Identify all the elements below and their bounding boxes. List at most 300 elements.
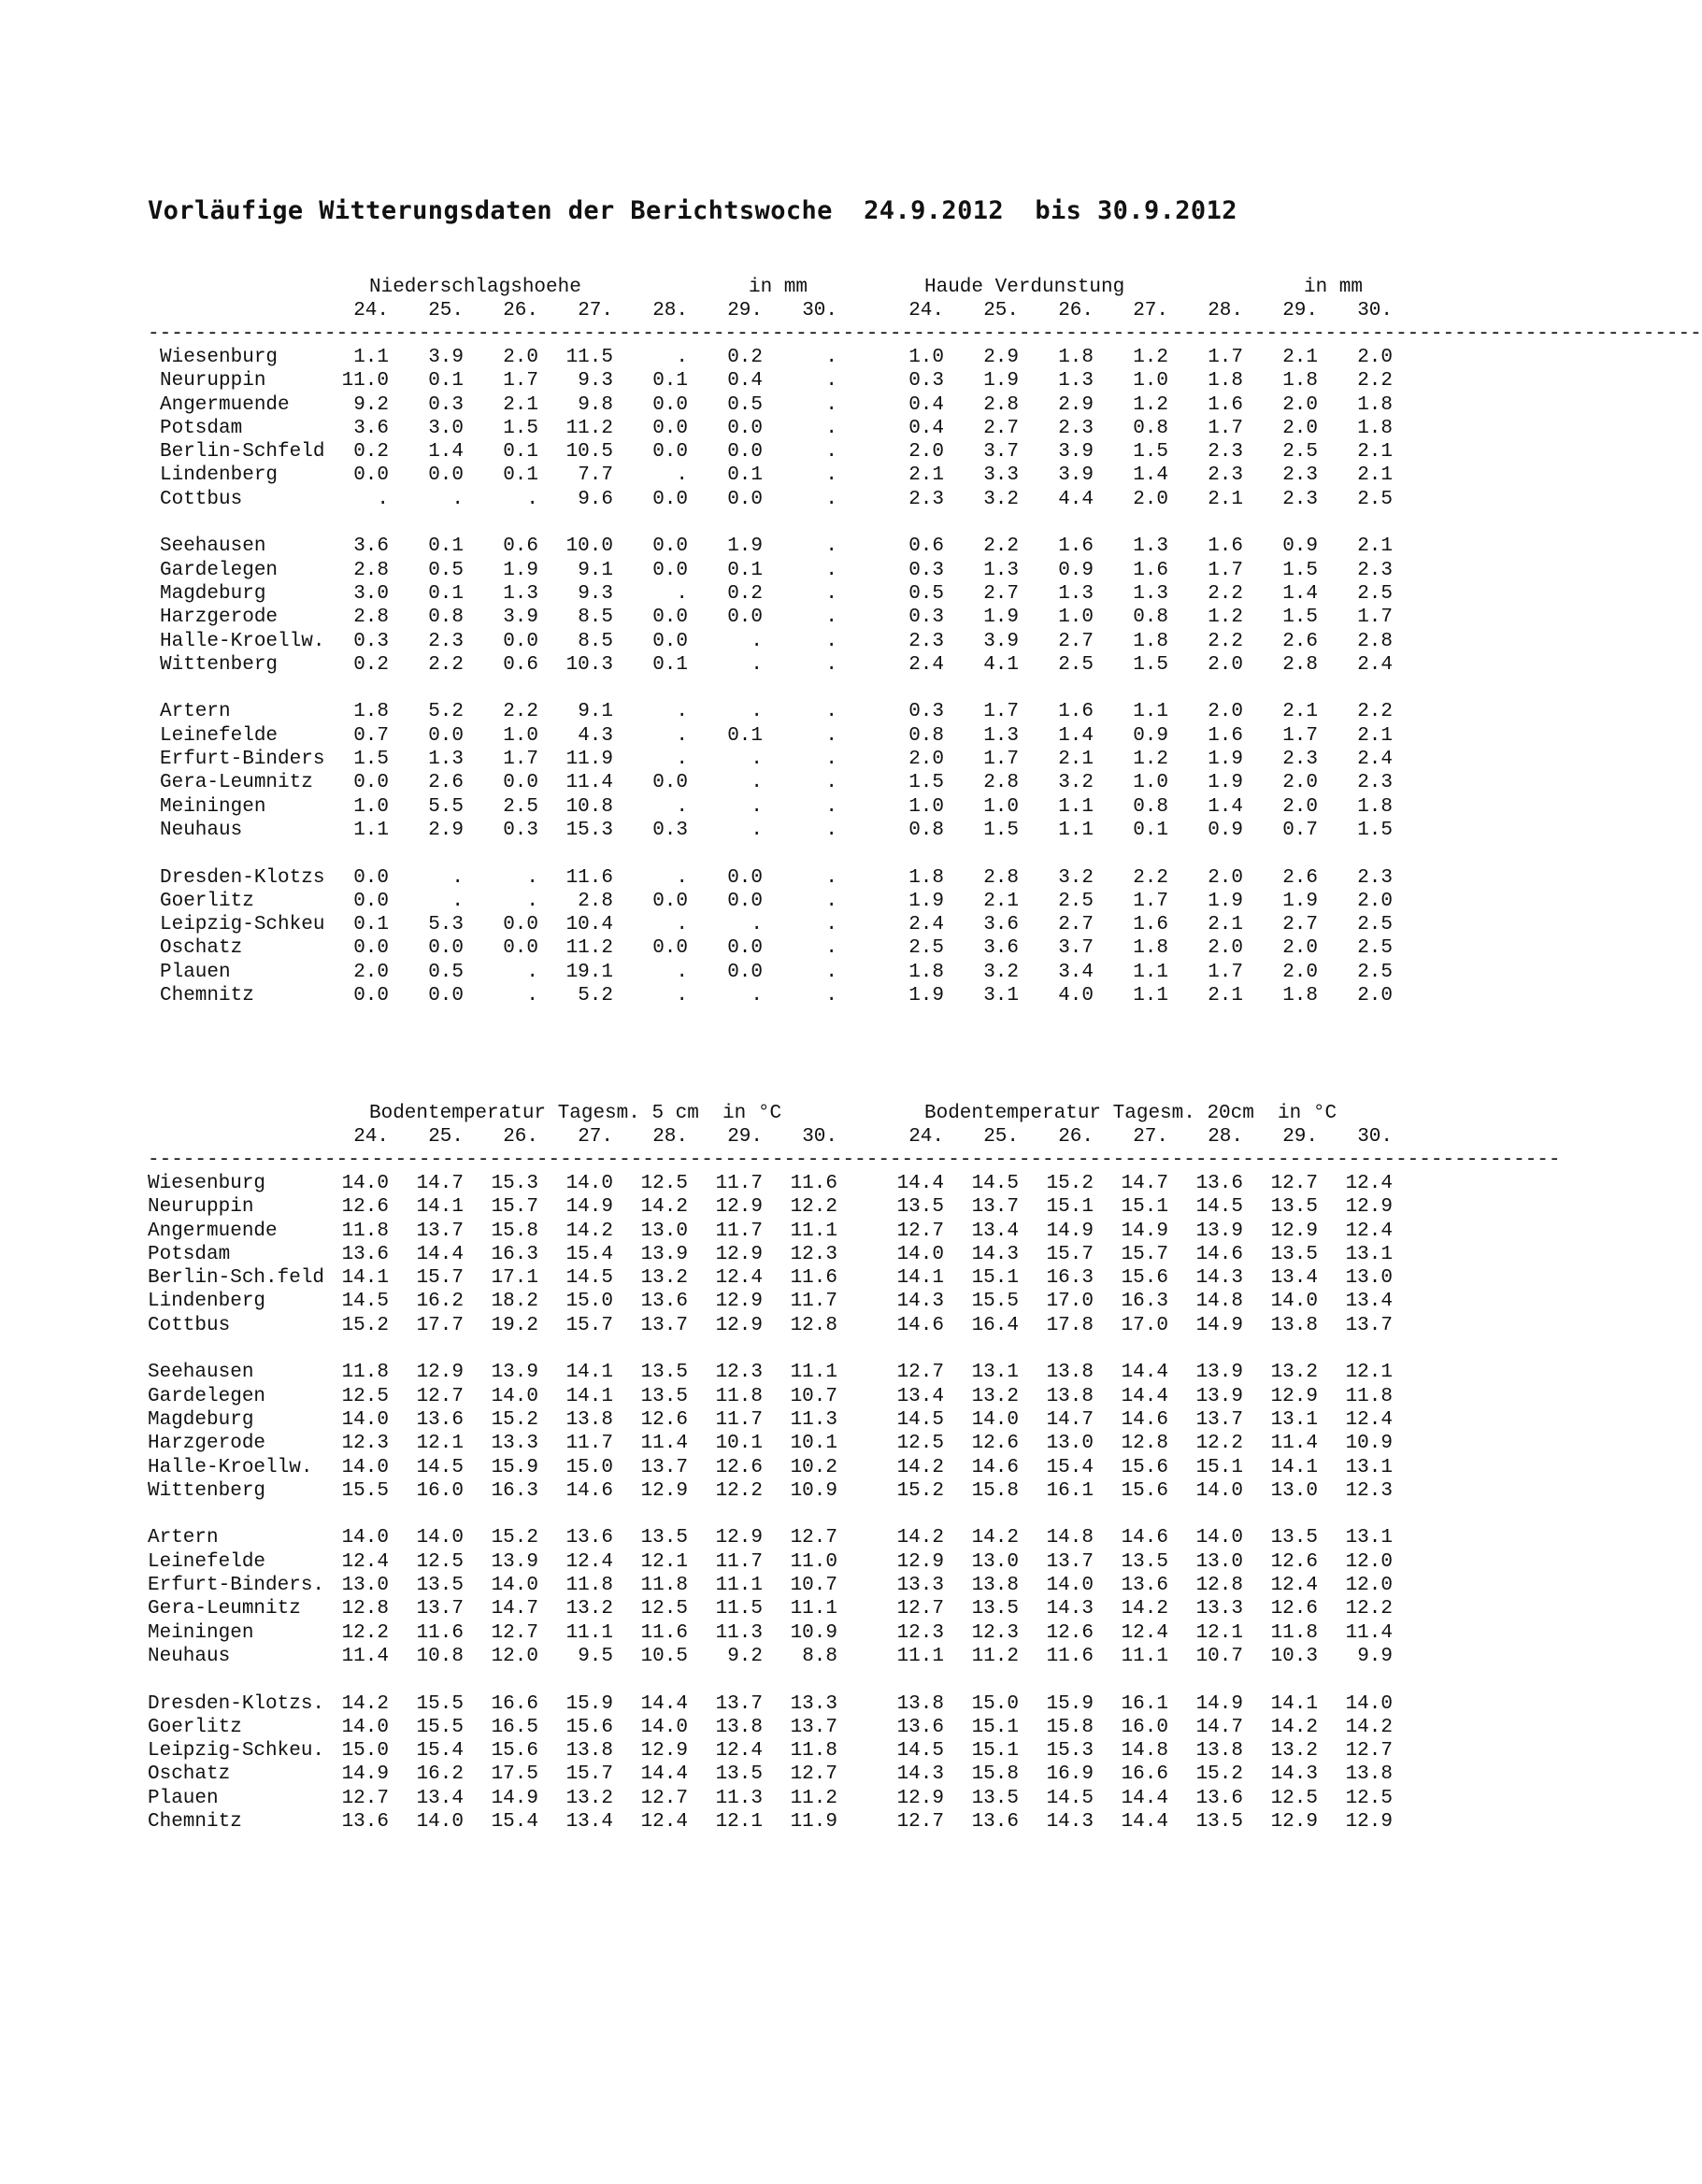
- cell-value-left: 11.1: [565, 1621, 613, 1644]
- cell-value-right: 14.6: [1121, 1408, 1168, 1431]
- cell-value-left: 0.0: [428, 985, 464, 1007]
- cell-value-right: 13.1: [1345, 1456, 1393, 1478]
- cell-value-right: 13.1: [1345, 1527, 1393, 1549]
- cell-value-right: 1.7: [1282, 724, 1318, 747]
- precipitation-header: Niederschlagshoehe: [369, 277, 581, 298]
- cell-value-right: 15.2: [1195, 1763, 1243, 1786]
- cell-value-right: 15.7: [1121, 1243, 1168, 1265]
- cell-value-right: 2.0: [1357, 890, 1393, 912]
- cell-value-right: 2.5: [908, 937, 944, 960]
- cell-value-left: 12.6: [341, 1196, 389, 1219]
- cell-value-right: 14.7: [1046, 1408, 1094, 1431]
- cell-value-left: 0.0: [652, 441, 688, 464]
- table-row: [148, 937, 1437, 961]
- cell-value-left: 10.5: [640, 1645, 688, 1667]
- cell-value-right: 15.1: [1195, 1456, 1243, 1478]
- cell-value-right: 14.2: [1270, 1716, 1318, 1738]
- cell-value-left: 11.1: [790, 1362, 837, 1384]
- cell-value-left: 12.5: [416, 1550, 464, 1573]
- cell-value-right: 3.1: [983, 985, 1019, 1007]
- cell-value-left: 12.6: [715, 1456, 763, 1478]
- day-label-left: 26.: [503, 1126, 538, 1148]
- cell-value-right: 2.1: [1208, 985, 1243, 1007]
- cell-value-left: 11.7: [715, 1173, 763, 1194]
- cell-value-right: 1.4: [1208, 795, 1243, 818]
- cell-value-right: 2.8: [983, 772, 1019, 794]
- cell-value-right: 1.8: [1357, 795, 1393, 818]
- cell-value-left: 12.7: [491, 1621, 538, 1644]
- cell-value-right: 1.0: [983, 795, 1019, 818]
- cell-value-right: 14.6: [1195, 1243, 1243, 1265]
- cell-value-left: 15.7: [565, 1314, 613, 1336]
- cell-value-left: 15.3: [565, 819, 613, 841]
- cell-value-left: 13.5: [416, 1575, 464, 1597]
- cell-value-left: 13.4: [416, 1787, 464, 1809]
- cell-value-left: 13.5: [640, 1527, 688, 1549]
- soil-temperature-table: [148, 1103, 1561, 1834]
- cell-value-left: 15.2: [491, 1527, 538, 1549]
- cell-value-left: 11.8: [341, 1362, 389, 1384]
- table-row: [148, 1315, 1437, 1338]
- cell-value-right: 1.6: [1058, 701, 1094, 723]
- cell-value-right: 1.5: [1282, 559, 1318, 581]
- cell-value-left: .: [825, 488, 837, 510]
- cell-value-right: 15.1: [1046, 1196, 1094, 1219]
- cell-value-right: 0.3: [908, 701, 944, 723]
- cell-value-left: 19.2: [491, 1314, 538, 1336]
- cell-value-right: 13.0: [1046, 1433, 1094, 1455]
- cell-value-right: 13.8: [1270, 1314, 1318, 1336]
- cell-value-left: 3.6: [353, 417, 389, 439]
- cell-value-right: 14.7: [1121, 1173, 1168, 1194]
- cell-value-right: 1.8: [1282, 985, 1318, 1007]
- cell-value-left: 0.0: [652, 535, 688, 558]
- cell-value-right: 0.9: [1133, 724, 1168, 747]
- cell-value-left: 11.3: [790, 1408, 837, 1431]
- cell-value-right: 12.1: [1345, 1362, 1393, 1384]
- cell-value-left: 0.0: [652, 630, 688, 652]
- day-label-left: 29.: [727, 300, 763, 321]
- cell-value-left: 14.6: [565, 1479, 613, 1502]
- cell-value-right: 12.2: [1195, 1433, 1243, 1455]
- cell-value-right: 12.9: [896, 1787, 944, 1809]
- cell-value-right: 1.7: [983, 701, 1019, 723]
- cell-value-left: .: [526, 890, 538, 912]
- table-row: [148, 1551, 1437, 1575]
- cell-value-left: 12.4: [341, 1550, 389, 1573]
- table-row: [148, 1763, 1437, 1787]
- table-row: [148, 418, 1437, 441]
- station-name: Erfurt-Binders: [160, 749, 325, 771]
- cell-value-right: 12.9: [1270, 1220, 1318, 1242]
- cell-value-left: 1.9: [503, 559, 538, 581]
- section-header-row: [148, 1103, 1437, 1126]
- cell-value-right: 2.0: [1208, 653, 1243, 676]
- cell-value-right: 12.7: [896, 1598, 944, 1620]
- cell-value-left: 11.2: [565, 417, 613, 439]
- cell-value-right: 1.7: [1208, 417, 1243, 439]
- cell-value-right: 14.2: [896, 1527, 944, 1549]
- cell-value-left: 13.9: [640, 1243, 688, 1265]
- station-name: Wiesenburg: [160, 347, 279, 368]
- evaporation-unit: in mm: [1304, 277, 1364, 298]
- cell-value-right: 13.1: [1345, 1243, 1393, 1265]
- cell-value-left: 15.9: [565, 1692, 613, 1715]
- cell-value-left: 12.9: [416, 1362, 464, 1384]
- cell-value-right: 2.8: [983, 866, 1019, 889]
- cell-value-left: 19.1: [565, 961, 613, 983]
- cell-value-left: 14.0: [491, 1385, 538, 1407]
- cell-value-left: 12.9: [715, 1196, 763, 1219]
- cell-value-right: 11.8: [1345, 1385, 1393, 1407]
- cell-value-right: 13.5: [896, 1196, 944, 1219]
- cell-value-right: 1.6: [1133, 559, 1168, 581]
- cell-value-left: .: [676, 582, 688, 605]
- cell-value-right: 2.5: [1058, 890, 1094, 912]
- cell-value-left: 11.6: [416, 1621, 464, 1644]
- cell-value-right: 12.4: [1270, 1575, 1318, 1597]
- station-name: Plauen: [160, 961, 231, 983]
- cell-value-right: 3.9: [983, 630, 1019, 652]
- cell-value-right: 1.2: [1133, 393, 1168, 416]
- cell-value-right: 14.3: [1046, 1811, 1094, 1834]
- cell-value-right: 12.5: [1345, 1787, 1393, 1809]
- cell-value-left: 13.8: [565, 1408, 613, 1431]
- cell-value-left: 0.1: [727, 464, 763, 487]
- cell-value-left: 3.9: [503, 607, 538, 629]
- cell-value-right: 13.6: [971, 1811, 1019, 1834]
- cell-value-left: 0.2: [727, 582, 763, 605]
- cell-value-left: 15.4: [565, 1243, 613, 1265]
- cell-value-left: 0.0: [652, 607, 688, 629]
- day-label-left: 30.: [802, 300, 837, 321]
- cell-value-right: 1.8: [1133, 630, 1168, 652]
- cell-value-right: 1.8: [1133, 937, 1168, 960]
- cell-value-left: 14.7: [416, 1173, 464, 1194]
- cell-value-right: 1.2: [1208, 607, 1243, 629]
- day-label-left: 29.: [727, 1126, 763, 1148]
- cell-value-left: 10.0: [565, 535, 613, 558]
- cell-value-right: 1.4: [1133, 464, 1168, 487]
- cell-value-right: 2.0: [1208, 937, 1243, 960]
- cell-value-left: 0.1: [428, 535, 464, 558]
- cell-value-left: 12.1: [640, 1550, 688, 1573]
- separator-line-left: ------------------------------------------------------------------: [148, 1149, 925, 1171]
- cell-value-right: 9.9: [1357, 1645, 1393, 1667]
- cell-value-left: 17.1: [491, 1267, 538, 1290]
- cell-value-left: 11.0: [790, 1550, 837, 1573]
- cell-value-left: 0.0: [727, 937, 763, 960]
- cell-value-right: 12.7: [896, 1220, 944, 1242]
- station-name: Cottbus: [160, 488, 243, 510]
- station-name: Neuhaus: [160, 819, 243, 841]
- cell-value-left: .: [526, 488, 538, 510]
- station-name: Leinefelde: [160, 724, 279, 747]
- cell-value-right: 1.0: [908, 795, 944, 818]
- cell-value-left: 12.4: [640, 1811, 688, 1834]
- cell-value-right: 14.3: [896, 1763, 944, 1786]
- cell-value-right: 1.9: [1282, 890, 1318, 912]
- cell-value-right: 1.7: [1208, 961, 1243, 983]
- cell-value-left: 12.9: [640, 1479, 688, 1502]
- cell-value-right: 0.9: [1208, 819, 1243, 841]
- cell-value-right: 1.3: [1058, 582, 1094, 605]
- cell-value-left: 2.9: [428, 819, 464, 841]
- cell-value-left: 13.7: [640, 1456, 688, 1478]
- cell-value-right: 14.4: [1121, 1385, 1168, 1407]
- cell-value-left: 7.7: [578, 464, 613, 487]
- cell-value-right: 17.0: [1046, 1291, 1094, 1313]
- cell-value-left: .: [825, 653, 837, 676]
- day-label-right: 27.: [1133, 300, 1168, 321]
- cell-value-right: 15.6: [1121, 1456, 1168, 1478]
- table-row: [148, 1527, 1437, 1550]
- cell-value-right: 13.8: [1345, 1763, 1393, 1786]
- cell-value-left: 11.8: [640, 1575, 688, 1597]
- cell-value-right: 2.0: [1282, 795, 1318, 818]
- cell-value-left: 13.6: [341, 1243, 389, 1265]
- cell-value-right: 14.5: [971, 1173, 1019, 1194]
- cell-value-right: 15.4: [1046, 1456, 1094, 1478]
- cell-value-right: 0.8: [1133, 795, 1168, 818]
- cell-value-left: .: [676, 985, 688, 1007]
- cell-value-left: 0.0: [652, 937, 688, 960]
- table-row: [148, 560, 1437, 583]
- cell-value-right: 13.2: [1270, 1740, 1318, 1763]
- cell-value-left: 12.5: [640, 1173, 688, 1194]
- cell-value-right: 1.3: [1058, 370, 1094, 393]
- cell-value-left: 10.5: [565, 441, 613, 464]
- cell-value-left: .: [676, 701, 688, 723]
- precipitation-evaporation-table: [148, 277, 1702, 1008]
- cell-value-right: 11.4: [1270, 1433, 1318, 1455]
- cell-value-right: 12.3: [1345, 1479, 1393, 1502]
- cell-value-right: 13.5: [971, 1598, 1019, 1620]
- cell-value-right: 14.4: [896, 1173, 944, 1194]
- cell-value-left: 13.5: [640, 1385, 688, 1407]
- cell-value-right: 14.4: [1121, 1787, 1168, 1809]
- cell-value-left: 13.7: [790, 1716, 837, 1738]
- cell-value-left: .: [825, 393, 837, 416]
- cell-value-left: 14.5: [341, 1291, 389, 1313]
- cell-value-left: 14.4: [416, 1243, 464, 1265]
- station-name: Erfurt-Binders.: [148, 1575, 325, 1597]
- cell-value-left: 14.5: [565, 1267, 613, 1290]
- cell-value-left: 13.3: [491, 1433, 538, 1455]
- station-name: Berlin-Sch.feld: [148, 1267, 325, 1290]
- cell-value-left: 0.6: [503, 653, 538, 676]
- cell-value-right: 2.0: [1208, 701, 1243, 723]
- station-name: Plauen: [148, 1787, 219, 1809]
- cell-value-right: 2.1: [1357, 535, 1393, 558]
- day-label-left: 28.: [652, 1126, 688, 1148]
- cell-value-right: 15.5: [971, 1291, 1019, 1313]
- cell-value-right: 2.1: [1208, 488, 1243, 510]
- cell-value-left: 0.0: [652, 890, 688, 912]
- cell-value-right: 2.2: [1357, 370, 1393, 393]
- cell-value-right: 1.9: [983, 370, 1019, 393]
- cell-value-left: 14.9: [491, 1787, 538, 1809]
- cell-value-right: 2.3: [1357, 772, 1393, 794]
- cell-value-left: .: [751, 914, 763, 936]
- group-spacer: [148, 1504, 1437, 1527]
- cell-value-right: 2.0: [1357, 347, 1393, 368]
- cell-value-left: 0.4: [727, 370, 763, 393]
- station-name: Angermuende: [148, 1220, 278, 1242]
- cell-value-right: 2.0: [1282, 961, 1318, 983]
- day-label-right: 24.: [908, 1126, 944, 1148]
- cell-value-right: 0.4: [908, 393, 944, 416]
- page-title: Vorläufige Witterungsdaten der Berichtswoche 24.9.2012 bis 30.9.2012: [148, 196, 1237, 225]
- cell-value-left: 11.4: [640, 1433, 688, 1455]
- cell-value-left: 0.2: [727, 347, 763, 368]
- table-row: [148, 1575, 1437, 1598]
- cell-value-left: 9.8: [578, 393, 613, 416]
- day-label-right: 26.: [1058, 1126, 1094, 1148]
- cell-value-right: 1.0: [1133, 772, 1168, 794]
- table-row: [148, 654, 1437, 678]
- cell-value-left: 15.0: [565, 1456, 613, 1478]
- cell-value-right: 12.4: [1121, 1621, 1168, 1644]
- cell-value-left: 18.2: [491, 1291, 538, 1313]
- group-spacer: [148, 1338, 1437, 1362]
- cell-value-right: 1.8: [908, 961, 944, 983]
- cell-value-left: 5.5: [428, 795, 464, 818]
- cell-value-left: 12.7: [790, 1527, 837, 1549]
- cell-value-left: 12.3: [341, 1433, 389, 1455]
- cell-value-right: 2.7: [1282, 914, 1318, 936]
- cell-value-right: 15.6: [1121, 1267, 1168, 1290]
- cell-value-left: .: [451, 890, 464, 912]
- cell-value-right: 3.3: [983, 464, 1019, 487]
- cell-value-right: 14.5: [1046, 1787, 1094, 1809]
- cell-value-left: 11.7: [715, 1408, 763, 1431]
- cell-value-left: 13.5: [715, 1763, 763, 1786]
- cell-value-right: 14.9: [1195, 1314, 1243, 1336]
- cell-value-left: .: [825, 937, 837, 960]
- cell-value-right: 11.2: [971, 1645, 1019, 1667]
- cell-value-left: 9.1: [578, 559, 613, 581]
- cell-value-left: 17.7: [416, 1314, 464, 1336]
- cell-value-left: 11.2: [790, 1787, 837, 1809]
- cell-value-left: 10.4: [565, 914, 613, 936]
- cell-value-left: 12.9: [715, 1527, 763, 1549]
- cell-value-left: 4.3: [578, 724, 613, 747]
- table-row: [148, 1291, 1437, 1314]
- station-name: Halle-Kroellw.: [148, 1456, 313, 1478]
- cell-value-right: 1.3: [983, 724, 1019, 747]
- cell-value-left: 13.7: [715, 1692, 763, 1715]
- cell-value-right: 15.1: [1121, 1196, 1168, 1219]
- cell-value-right: 12.8: [1195, 1575, 1243, 1597]
- cell-value-right: 13.3: [896, 1575, 944, 1597]
- cell-value-left: 12.1: [416, 1433, 464, 1455]
- cell-value-left: 12.4: [715, 1740, 763, 1763]
- cell-value-right: 12.7: [896, 1362, 944, 1384]
- station-name: Leinefelde: [148, 1550, 266, 1573]
- cell-value-left: 9.3: [578, 370, 613, 393]
- table-row: [148, 1788, 1437, 1811]
- cell-value-right: 0.3: [908, 370, 944, 393]
- group-spacer: [148, 1669, 1437, 1692]
- cell-value-right: 2.0: [908, 441, 944, 464]
- cell-value-left: 0.0: [727, 417, 763, 439]
- cell-value-left: .: [825, 724, 837, 747]
- day-label-right: 29.: [1282, 300, 1318, 321]
- cell-value-right: 2.9: [1058, 393, 1094, 416]
- cell-value-left: 0.1: [503, 441, 538, 464]
- cell-value-right: 2.1: [1357, 441, 1393, 464]
- cell-value-right: 13.6: [1195, 1173, 1243, 1194]
- table-row: [148, 772, 1437, 795]
- cell-value-right: 0.9: [1282, 535, 1318, 558]
- table-row: [148, 607, 1437, 630]
- cell-value-left: 12.4: [715, 1267, 763, 1290]
- cell-value-left: 0.1: [428, 582, 464, 605]
- day-label-left: 28.: [652, 300, 688, 321]
- cell-value-right: 2.1: [908, 464, 944, 487]
- cell-value-left: .: [825, 890, 837, 912]
- cell-value-right: 14.6: [971, 1456, 1019, 1478]
- table-row: [148, 962, 1437, 985]
- station-name: Leipzig-Schkeu.: [148, 1740, 325, 1763]
- cell-value-left: 0.0: [727, 607, 763, 629]
- cell-value-left: 11.6: [790, 1173, 837, 1194]
- cell-value-right: 12.7: [1270, 1173, 1318, 1194]
- cell-value-left: .: [751, 819, 763, 841]
- cell-value-right: 4.1: [983, 653, 1019, 676]
- cell-value-right: 12.7: [1345, 1740, 1393, 1763]
- cell-value-left: 11.9: [565, 749, 613, 771]
- station-name: Meiningen: [148, 1621, 254, 1644]
- cell-value-right: 14.4: [1121, 1362, 1168, 1384]
- cell-value-right: 12.6: [1270, 1598, 1318, 1620]
- cell-value-left: 0.3: [652, 819, 688, 841]
- cell-value-right: 1.3: [983, 559, 1019, 581]
- cell-value-right: 2.3: [908, 488, 944, 510]
- station-name: Gera-Leumnitz: [160, 772, 313, 794]
- cell-value-left: 16.6: [491, 1692, 538, 1715]
- cell-value-left: .: [751, 795, 763, 818]
- cell-value-right: 1.5: [908, 772, 944, 794]
- table-row: [148, 1740, 1437, 1763]
- cell-value-left: 12.9: [715, 1291, 763, 1313]
- day-label-left: 30.: [802, 1126, 837, 1148]
- table-row: [148, 891, 1437, 914]
- cell-value-left: 8.5: [578, 607, 613, 629]
- station-name: Magdeburg: [148, 1408, 254, 1431]
- cell-value-left: 10.8: [565, 795, 613, 818]
- cell-value-right: 2.4: [1357, 749, 1393, 771]
- cell-value-right: 0.6: [908, 535, 944, 558]
- cell-value-right: 14.2: [971, 1527, 1019, 1549]
- table-row: [148, 1267, 1437, 1291]
- cell-value-right: 13.4: [1345, 1291, 1393, 1313]
- cell-value-left: .: [825, 866, 837, 889]
- cell-value-right: 15.2: [896, 1479, 944, 1502]
- cell-value-right: 14.9: [1121, 1220, 1168, 1242]
- cell-value-right: 2.5: [1357, 488, 1393, 510]
- cell-value-left: 0.0: [428, 464, 464, 487]
- day-header-row: [148, 1126, 1437, 1149]
- cell-value-right: 1.1: [1133, 961, 1168, 983]
- cell-value-left: 10.2: [790, 1456, 837, 1478]
- cell-value-left: 0.0: [503, 914, 538, 936]
- cell-value-left: 0.0: [353, 985, 389, 1007]
- cell-value-left: 12.9: [715, 1243, 763, 1265]
- cell-value-right: 1.0: [1058, 607, 1094, 629]
- cell-value-right: 14.7: [1195, 1716, 1243, 1738]
